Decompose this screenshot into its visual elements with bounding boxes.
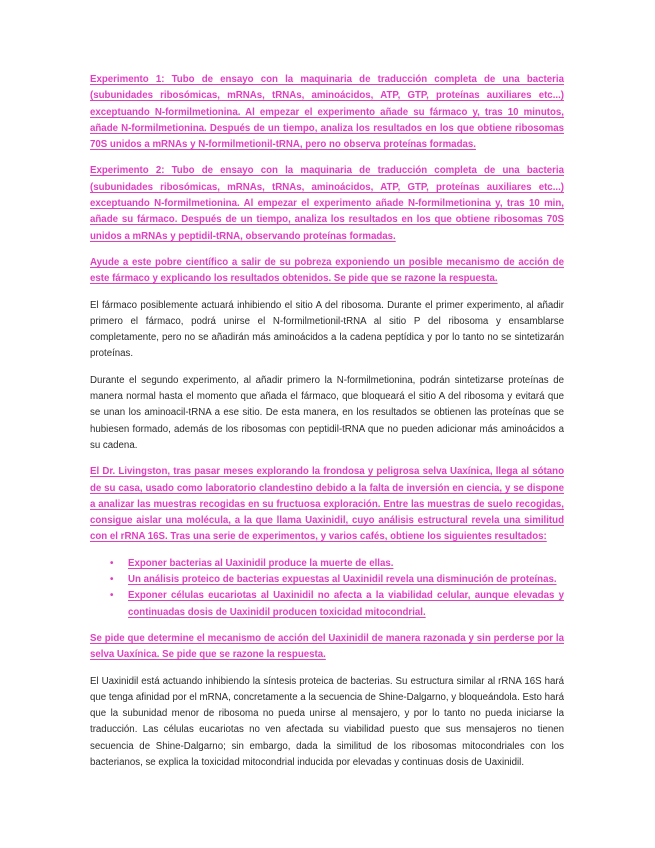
results-item-text: Exponer células eucariotas al Uaxinidil no afecta a la viabilidad celular, aunque elevadas y continuadas dosis de Uaxinidil producen toxicidad mitocondrial.: [128, 590, 564, 618]
document-page: [90, 72, 564, 781]
case-2-intro-paragraph: El Dr. Livingston, tras pasar meses explorando la frondosa y peligrosa selva Uaxínica, llega al sótano de su casa, usado como laboratorio clandestino debido a la falta de inversión en ciencia, y se dispone a analizar las muestras recogidas en su fructuosa exploración. Entre las muestras de suelo recogidas, consigue aislar una molécula, a la que llama Uaxinidil, cuyo análisis estructural revela una similitud con el rRNA 16S. Tras una serie de experimentos, y varios cafés, obtiene los siguientes resultados:: [90, 466, 564, 543]
results-item-text: Exponer bacterias al Uaxinidil produce la muerte de ellas.: [128, 557, 394, 569]
bullet-icon: •: [110, 557, 114, 569]
results-list-item: [90, 572, 564, 588]
question-2-paragraph: Se pide que determine el mecanismo de acción del Uaxinidil de manera razonada y sin perderse por la selva Uaxínica. Se pide que se razone la respuesta.: [90, 632, 564, 661]
bullet-icon: •: [110, 590, 114, 602]
results-list-item: [90, 556, 564, 572]
answer-3-paragraph: El Uaxinidil está actuando inhibiendo la síntesis proteica de bacterias. Su estructura similar al rRNA 16S hará que tenga afinidad por el mRNA, concretamente a la secuencia de Shine-Dalgarno, y bloqueándola. Esto hará que la subunidad menor de ribosoma no pueda unirse al mensajero, y por lo tanto no pueda iniciarse la traducción. Las células eucariotas no ven afectada su viabilidad puesto que sus mensajeros no tienen secuencia de Shine-Dalgarno; sin embargo, dada la similitud de los ribosomas mitocondriales con los bacterianos, se explica la toxicidad mitocondrial inducida por elevadas y continuas dosis de Uaxinidil.: [90, 675, 564, 768]
results-list: [90, 556, 564, 621]
answer-1-paragraph: El fármaco posiblemente actuará inhibiendo el sitio A del ribosoma. Durante el primer experimento, al añadir primero el fármaco, podrá unirse el N-formilmetionil-tRNA al sitio P del ribosoma y ensamblarse completamente, pero no se añadirán más aminoácidos a la cadena peptídica y por lo tanto no se sintetizarán proteínas.: [90, 299, 564, 360]
bullet-icon: •: [110, 574, 114, 586]
answer-2-paragraph: Durante el segundo experimento, al añadir primero la N-formilmetionina, podrán sintetizarse proteínas de manera normal hasta el momento que añada el fármaco, que bloqueará el sitio A del ribosoma y evitará que se unan los aminoacil-tRNA a ese sitio. De esta manera, en los resultados se obtienen las proteínas que se hubiesen formado, además de los ribosomas con peptidil-tRNA que no pueden adicionar más aminoácidos a su cadena.: [90, 374, 564, 451]
results-list-item: [90, 588, 564, 621]
question-1-paragraph: Ayude a este pobre científico a salir de su pobreza exponiendo un posible mecanismo de acción de este fármaco y explicando los resultados obtenidos. Se pide que se razone la respuesta.: [90, 256, 564, 285]
experiment-1-paragraph: Experimento 1: Tubo de ensayo con la maquinaria de traducción completa de una bacteria (subunidades ribosómicas, mRNAs, tRNAs, aminoácidos, ATP, GTP, proteínas auxiliares etc...) exceptuando N-formilmetionina. Al empezar el experimento añade su fármaco y, tras 10 minutos, añade N-formilmetionina. Después de un tiempo, analiza los resultados en los que obtiene ribosomas 70S unidos a mRNAs y N-formilmetionil-tRNA, pero no observa proteínas formadas.: [90, 74, 564, 151]
results-item-text: Un análisis proteico de bacterias expuestas al Uaxinidil revela una disminución de proteínas.: [128, 574, 557, 586]
experiment-2-paragraph: Experimento 2: Tubo de ensayo con la maquinaria de traducción completa de una bacteria (subunidades ribosómicas, mRNAs, tRNAs, aminoácidos, ATP, GTP, proteínas auxiliares etc...) exceptuando N-formilmetionina. Al empezar el experimento añade N-formilmetionina y, tras 10 min, añade su fármaco. Después de un tiempo, analiza los resultados en los que obtiene ribosomas 70S unidos a mRNAs y peptidil-tRNA, observando proteínas formadas.: [90, 165, 564, 242]
